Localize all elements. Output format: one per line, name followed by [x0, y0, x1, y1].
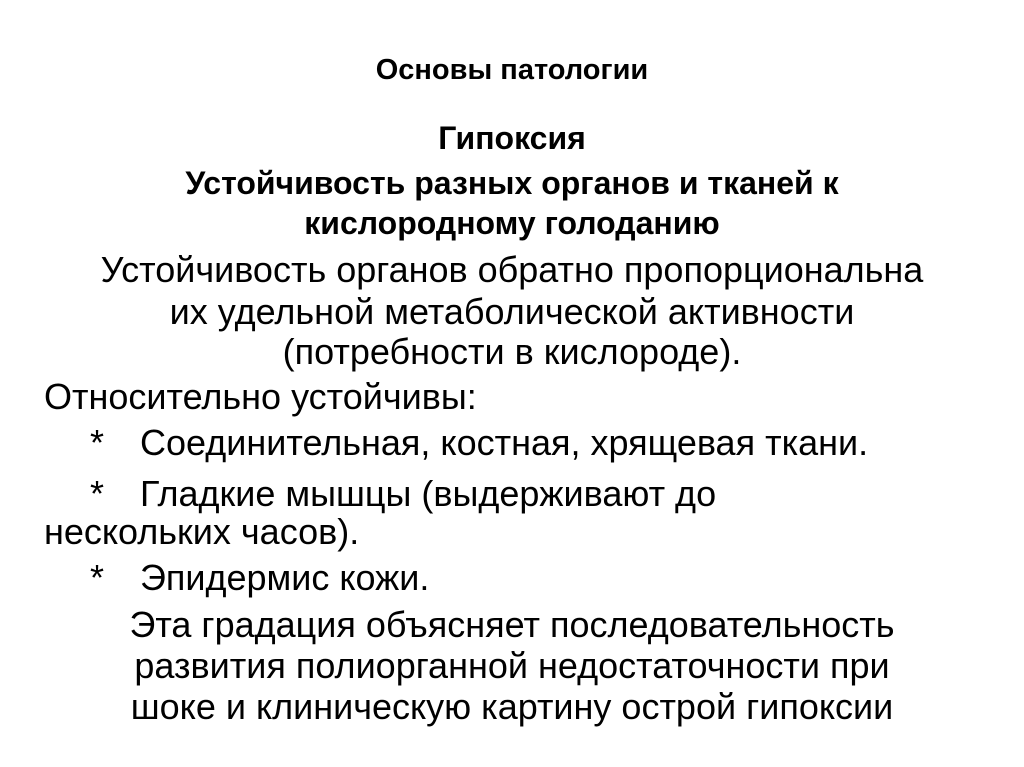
bullet-marker: * — [90, 473, 105, 514]
bullet-marker: * — [90, 422, 105, 463]
bullet-text: Гладкие мышцы (выдерживают до — [140, 473, 717, 514]
conclusion-line-2: развития полиорганной недостаточности при — [134, 645, 890, 686]
bullet-continuation: нескольких часов). — [44, 511, 360, 552]
section-heading-line-2: кислородному голоданию — [304, 205, 720, 241]
section-heading-line-1: Устойчивость разных органов и тканей к — [185, 165, 839, 201]
slide-title: Основы патологии — [375, 54, 649, 86]
paragraph-line-2: их удельной метаболической активности — [169, 291, 855, 332]
bullet-text: Эпидермис кожи. — [140, 557, 430, 598]
conclusion-line-1: Эта градация объясняет последовательность — [129, 604, 895, 645]
bullet-item — [90, 422, 869, 463]
bullet-item — [90, 557, 430, 598]
bullet-item — [90, 473, 717, 514]
bullet-marker: * — [90, 557, 105, 598]
bullet-text: Соединительная, костная, хрящевая ткани. — [140, 422, 869, 463]
relatively-resistant-label: Относительно устойчивы: — [44, 376, 477, 417]
paragraph-line-1: Устойчивость органов обратно пропорциональна — [100, 249, 924, 290]
paragraph-line-3: (потребности в кислороде). — [282, 331, 742, 372]
slide-subtitle: Гипоксия — [438, 120, 586, 156]
conclusion-line-3: шоке и клиническую картину острой гипоксии — [130, 686, 894, 727]
